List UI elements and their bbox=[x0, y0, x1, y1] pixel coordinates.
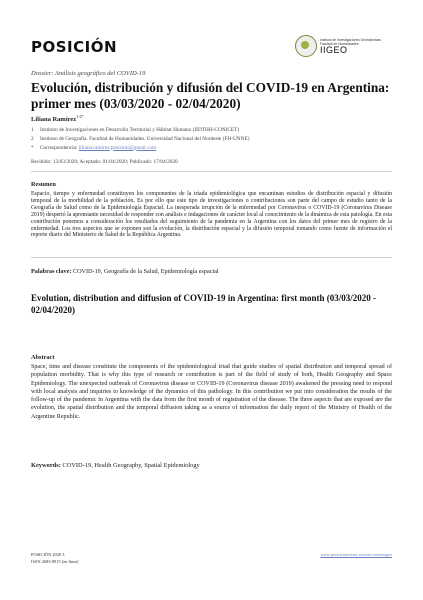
affiliation-text: Instituto de Investigaciones en Desarrollo Territorial y Hábitat Humano (IIDTHH-CONICET) bbox=[40, 127, 240, 133]
institute-name: IIGEO bbox=[320, 44, 348, 55]
keywords-label: Keywords: bbox=[31, 462, 61, 469]
keywords bbox=[31, 462, 200, 469]
institute-text bbox=[320, 38, 392, 55]
institute-seal-icon bbox=[295, 35, 317, 57]
publication-dates: Recibido: 13/03/2020; Aceptado: 01/04/2020; Publicado: 17/04/2020 bbox=[31, 159, 178, 165]
footer-issn: ISSN 2683-8915 [en línea] bbox=[31, 559, 79, 564]
abstract-heading: Abstract bbox=[31, 354, 55, 361]
correspondence-mark: * bbox=[31, 144, 34, 151]
institute-line-1: Instituto de Investigaciones Geohistóricas bbox=[320, 37, 381, 42]
affiliations bbox=[31, 126, 249, 152]
resumen-text: Espacio, tiempo y enfermedad constituyen los componentes de la tríada epidemiológica que encaminan estudios de distribución espacial y difusión temporal de la morbilidad de la población. Es por ello que este tipo de investigaciones o contribuciones son parte del campo de estudio tanto de la Geografía de Salud como de la Epidemiología Espacial. La inesperada irrupción de la enfermedad por Coronavirus o COVID-19 (Coronavirus Disease 2019) despertó la apremiante necesidad de responder con análisis e indagaciones de carácter local al conocimiento de la dinámica de esta patología. En esta contribución ponemos a consideración los resultados del seguimiento de la pandemia en la Argentina con los datos del primer mes de registro de la enfermedad. Los tres aspectos que se exponen son la evolución, la distribución espacial y la difusión temporal tomando como fuente de información el reporte diario del Ministerio de Salud de la República Argentina. bbox=[31, 191, 392, 239]
author-name-text: Liliana Ramírez bbox=[31, 116, 77, 124]
palabras-clave bbox=[31, 268, 219, 275]
affiliation-2 bbox=[31, 135, 249, 144]
institute-line-2: Facultad de Humanidades bbox=[320, 41, 359, 46]
correspondence bbox=[31, 144, 249, 153]
footer-issue bbox=[31, 551, 78, 565]
article-title: Evolución, distribución y difusión del COVID-19 en Argentina: primer mes (03/03/2020 - 02/04/2020) bbox=[31, 80, 390, 111]
affiliation-mark: 2 bbox=[31, 135, 34, 142]
english-title: Evolution, distribution and diffusion of COVID-19 in Argentina: first month (03/03/2020 - 02/04/2020) bbox=[31, 293, 377, 316]
correspondence-email-link[interactable]: liliana.ramirez.posicion@gmail.com bbox=[78, 144, 157, 151]
resumen-heading: Resumen bbox=[31, 181, 56, 188]
footer-issue-text: POSICIÓN 2020 3 bbox=[31, 552, 65, 557]
divider bbox=[31, 171, 392, 172]
author-name bbox=[31, 114, 84, 123]
footer-url-link[interactable]: www.posicionrevista.wixsite.com/inigeo bbox=[320, 552, 392, 557]
journal-logo: POSICIÓN bbox=[31, 38, 118, 56]
affiliation-mark: 1 bbox=[31, 127, 34, 133]
divider bbox=[31, 257, 392, 258]
affiliation-1 bbox=[31, 126, 249, 135]
correspondence-label: Correspondencia: bbox=[40, 144, 78, 151]
palabras-clave-values: COVID-19, Geografía de la Salud, Epidemiología espacial bbox=[72, 268, 219, 275]
author-marks: 1-2* bbox=[76, 114, 84, 119]
abstract-text: Space, time and disease constitute the components of the epidemiological triad that guide studies of spatial distribution and temporal spread of population morbidity. That is why this type of research or contribution is part of the field of study of both, Health Geography and Space Epidemiology. The unexpected outbreak of Coronavirus disease or COVID-19 (Coronavirus disease 2019) awakened the pressing need to respond with local analysis and inquiries to knowledge of the dynamics of this pathology. In this contribution we put into consideration the results of the follow-up of the pandemic in Argentina with the data from the first month of registration of the disease. The three aspects that are exposed are the evolution, the spatial distribution and the temporal diffusion taking as a source of information the daily report of the Ministry of Health of the Argentine Republic. bbox=[31, 364, 392, 420]
affiliation-text: Instituto de Geografía. Facultad de Humanidades. Universidad Nacional del Nordeste (FH-UNNE) bbox=[40, 135, 250, 142]
institute-logo bbox=[295, 35, 392, 57]
page-header bbox=[31, 38, 392, 60]
palabras-clave-label: Palabras clave: bbox=[31, 268, 72, 275]
keywords-values: COVID-19, Health Geography, Spatial Epidemiology bbox=[62, 462, 200, 469]
dossier-label: Dossier: Análisis geográfico del COVID-19 bbox=[31, 70, 146, 77]
